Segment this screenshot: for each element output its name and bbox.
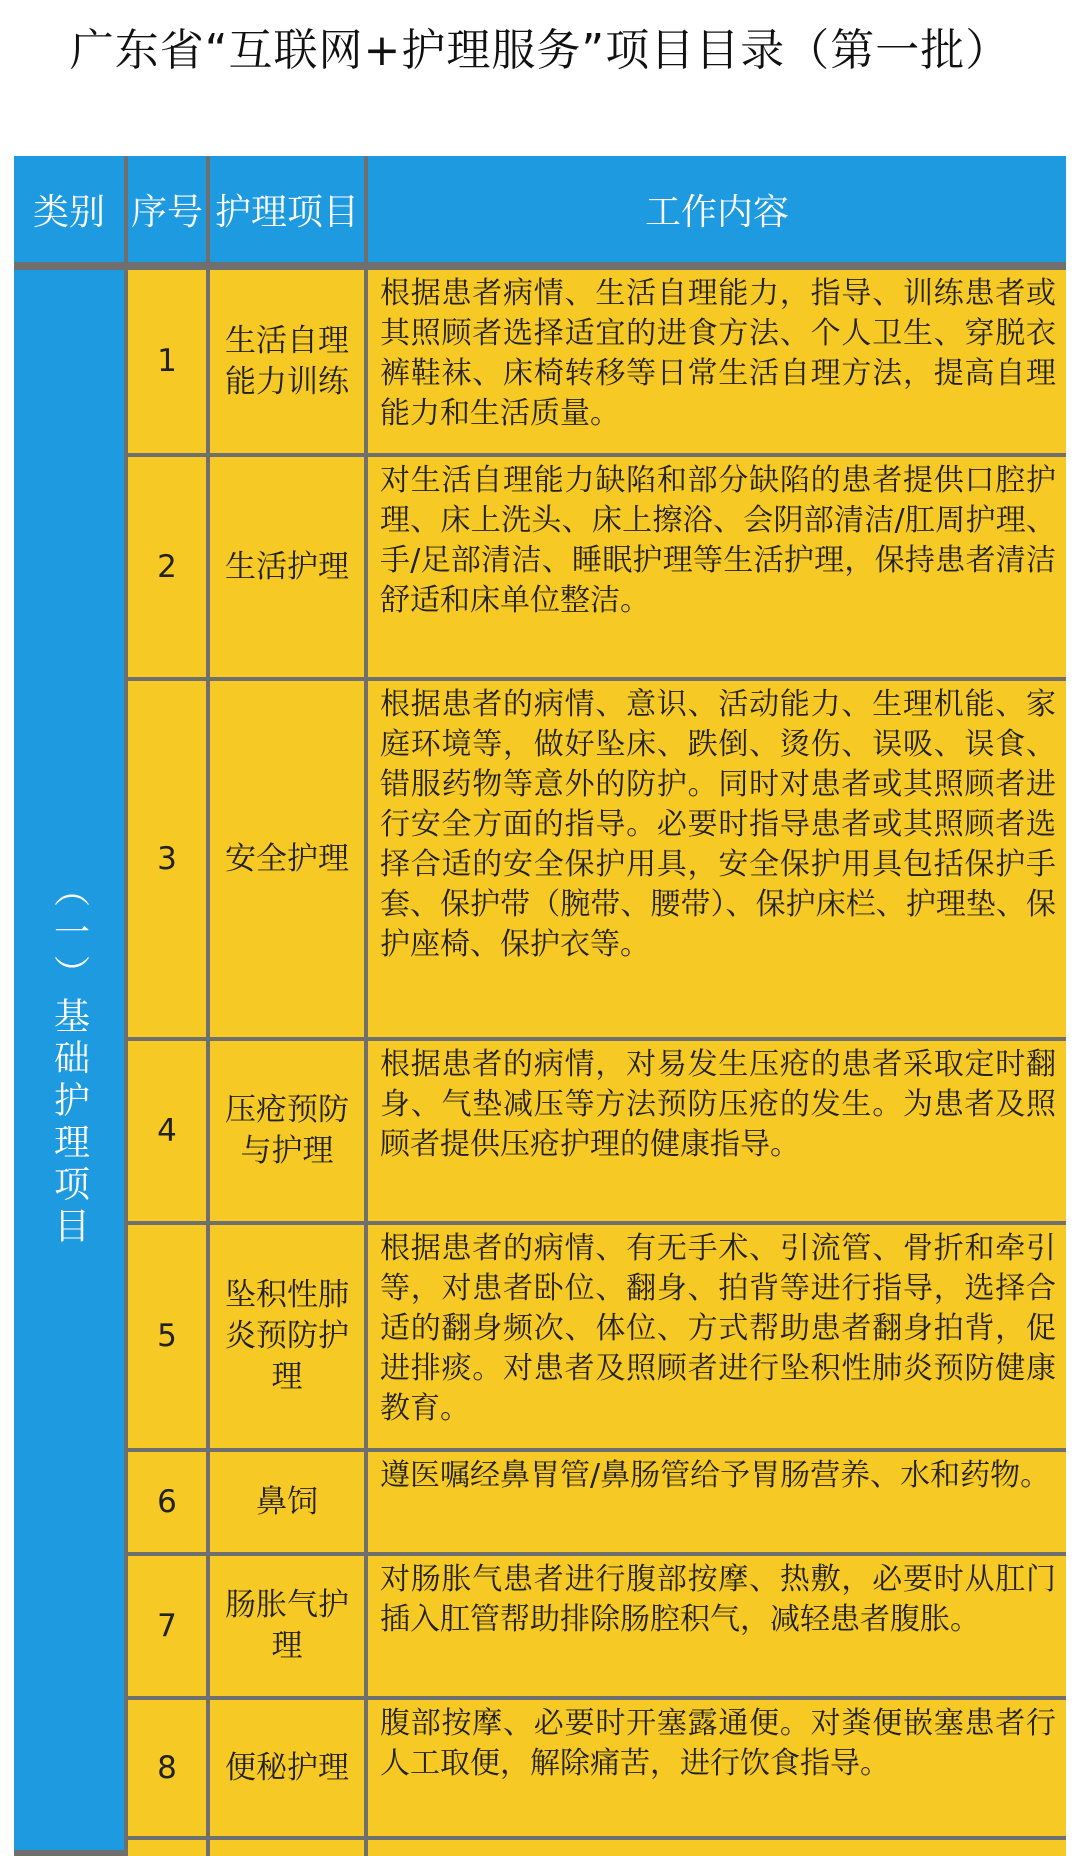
category-cell [14, 270, 124, 1850]
row-number: 1 [128, 270, 206, 453]
row-number: 3 [128, 681, 206, 1037]
row-item: 坠积性肺炎预防护理 [210, 1225, 364, 1448]
row-content: 腹部按摩、必要时开塞露通便。对粪便嵌塞患者行人工取便，解除痛苦，进行饮食指导。 [368, 1700, 1066, 1836]
row-item: 鼻饲 [210, 1452, 364, 1552]
row-content: 根据患者的病情、有无手术、引流管、骨折和牵引等，对患者卧位、翻身、拍背等进行指导，选择合适的翻身频次、体位、方式帮助患者翻身拍背，促进排痰。对患者及照顾者进行坠积性肺炎预防健康教育。 [368, 1225, 1066, 1448]
catalog-table [14, 156, 1066, 1856]
page-title: 广东省“互联网+护理服务”项目目录（第一批） [69, 25, 1011, 76]
row-item: 肠胀气护理 [210, 1556, 364, 1696]
row-number: 7 [128, 1556, 206, 1696]
row-content: 对生活自理能力缺陷和部分缺陷的患者提供口腔护理、床上洗头、床上擦浴、会阴部清洁/肛周护理、手/足部清洁、睡眠护理等生活护理，保持患者清洁舒适和床单位整洁。 [368, 457, 1066, 677]
row-content: 对肠胀气患者进行腹部按摩、热敷，必要时从肛门插入肛管帮助排除肠腔积气，减轻患者腹胀。 [368, 1556, 1066, 1696]
row-content: 根据患者病情、生活自理能力，指导、训练患者或其照顾者选择适宜的进食方法、个人卫生、穿脱衣裤鞋袜、床椅转移等日常生活自理方法，提高自理能力和生活质量。 [368, 270, 1066, 453]
row-content: 遵医嘱经鼻胃管/鼻肠管给予胃肠营养、水和药物。 [368, 1452, 1066, 1552]
row-number: 5 [128, 1225, 206, 1448]
row-number-partial [128, 1840, 206, 1856]
row-item: 生活自理能力训练 [210, 270, 364, 453]
row-item: 生活护理 [210, 457, 364, 677]
header-category: 类别 [14, 156, 124, 262]
category-label: （一）基础护理项目 [48, 871, 90, 1249]
row-item: 压疮预防与护理 [210, 1041, 364, 1221]
row-item: 便秘护理 [210, 1700, 364, 1836]
header-item: 护理项目 [210, 156, 364, 262]
header-content: 工作内容 [368, 156, 1066, 262]
row-number: 6 [128, 1452, 206, 1552]
row-number: 4 [128, 1041, 206, 1221]
row-item: 安全护理 [210, 681, 364, 1037]
row-content-partial [368, 1840, 1066, 1856]
row-item-partial [210, 1840, 364, 1856]
header-number: 序号 [128, 156, 206, 262]
row-number: 8 [128, 1700, 206, 1836]
row-content: 根据患者的病情、意识、活动能力、生理机能、家庭环境等，做好坠床、跌倒、烫伤、误吸、误食、错服药物等意外的防护。同时对患者或其照顾者进行安全方面的指导。必要时指导患者或其照顾者选择合适的安全保护用具，安全保护用具包括保护手套、保护带（腕带、腰带）、保护床栏、护理垫、保护座椅、保护衣等。 [368, 681, 1066, 1037]
row-number: 2 [128, 457, 206, 677]
row-content: 根据患者的病情，对易发生压疮的患者采取定时翻身、气垫减压等方法预防压疮的发生。为患者及照顾者提供压疮护理的健康指导。 [368, 1041, 1066, 1221]
